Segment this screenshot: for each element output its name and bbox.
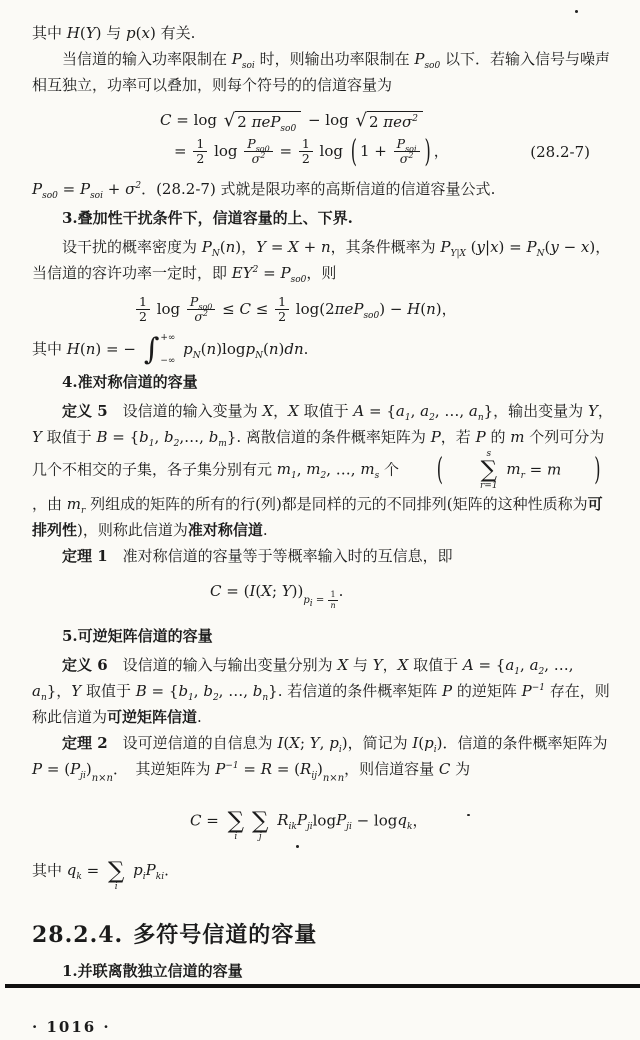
paragraph-power-limit: 当信道的输入功率限制在 $P_{soi}$ 时，则输出功率限制在 $P_{so0}$ 以下．若输入信号与噪声相互独立，功率可以叠加，则每个符号的的信道容量为 <box>32 50 610 94</box>
paragraph-definition-6: 定义 6 设信道的输入与输出变量分别为 X 与 Y，X 取值于 $A = \{a_1$, $a_2$, …, $a_n$}，Y 取值于 $B = \{b_1$, $b_2$, …, $b_n$}. 若信道的条件概率矩阵 P 的逆矩阵 $P^{-1}$ 存在，则称此信道为可逆矩阵信道. <box>32 655 610 726</box>
paragraph-qk-sum: 其中 $q_k$ = ∑ i $p_iP_{ki}$. <box>32 857 169 892</box>
scan-edge-artifact <box>5 984 640 988</box>
section-number: 28.2.4. <box>32 921 124 948</box>
equation-28-2-7-line1: C = log √ 2 πeP$_{so0}$ − log √ 2 πeσ$^2$ <box>32 107 614 133</box>
section-heading <box>32 922 614 948</box>
paragraph-theorem-1: 定理 1 准对称信道的容量等于等概率输入时的互信息，即 <box>62 546 453 565</box>
equation-28-2-7 <box>32 107 614 167</box>
equation-invertible-capacity: C = ∑ i ∑ j $R_{ik}P_{ji}\log P_{ji} - \log q_k$， <box>190 807 428 842</box>
scan-speck <box>467 814 470 816</box>
paragraph-noise-density: 设干扰的概率密度为 $P_N(n)$，Y = X + n，其条件概率为 $P_{Y|X}$ $(y|x) = P_N(y - x)$，当信道的容许功率一定时，即 $EY^2 = P_{so0}$，则 <box>32 237 611 285</box>
item-heading-4: 4.准对称信道的容量 <box>62 372 198 391</box>
item-heading-3: 3.叠加性干扰条件下，信道容量的上、下界. <box>62 208 353 227</box>
equation-number: (28.2-7) <box>530 142 590 161</box>
paragraph-hn-integral: 其中 H(n) = − ∫ +∞ −∞ $p_N(n)\log p_N(n)dn$. <box>32 332 309 367</box>
paragraph-hy-px: 其中 H(Y) 与 p(x) 有关. <box>32 24 196 42</box>
equation-quasi-symmetric-capacity: C = (I(X; $Y))_{p_i = \frac{1}{n}}$ . <box>210 581 344 610</box>
page-number: · 1016 · <box>32 1017 111 1036</box>
paragraph-definition-5: 定义 5 设信道的输入变量为 X，X 取值于 $A = \{a_1$, $a_2$, …, $a_n$}，输出变量为 Y，Y 取值于 $B = \{b_1$, $b_2,\dots$, $b_m$}. 离散信道的条件概率矩阵为 P，若 P 的 m 个列可分为几个不相交的子集，各子集分别有元 $m_1$, $m_2$, …, $m_s$ 个 ( s ∑ r=1 $m_r = m$ )，由 $m_r$ 列组成的矩阵的所有的行(列)都是同样的元的不同排列(矩阵的这种性质称为可排列性)，则称此信道为准对称信道. <box>32 401 613 539</box>
paragraph-theorem-2: 定理 2 设可逆信道的自信息为 I(X; Y, $p_i$)，简记为 $I(p_i)$．信道的条件概率矩阵为 $P = (P_{ji})_{n\times n}$． 其逆矩阵为 $P^{-1} = R = (R_{ij})_{n\times n}$，则信道容量 C 为 <box>32 733 608 784</box>
equation-28-2-7-line2-body: = $\frac{1}{2}$ log $\frac{P_{so0}}{\sigma^2}$ = $\frac{1}{2}$ log ( 1 + $\frac{P_{soi}}{\sigma^2}$ ) ， <box>174 132 449 169</box>
equation-capacity-bounds: $\frac{1}{2}$ log $\frac{P_{so0}}{\sigma^2}$ ≤ C ≤ $\frac{1}{2}$ log(2πeP$_{so0}$) − H(n)， <box>32 295 614 325</box>
item-heading-5: 5.可逆矩阵信道的容量 <box>62 626 213 645</box>
item-heading-1: 1.并联离散独立信道的容量 <box>62 961 243 980</box>
section-title: 多符号信道的容量 <box>133 921 318 948</box>
paragraph-pso-formula-note: $P_{so0} = P_{soi} + \sigma^2$．(28.2-7) 式就是限功率的高斯信道的信道容量公式. <box>32 179 496 201</box>
scan-speck <box>575 10 578 13</box>
equation-28-2-7-line2 <box>32 132 614 169</box>
scan-speck <box>296 845 299 848</box>
